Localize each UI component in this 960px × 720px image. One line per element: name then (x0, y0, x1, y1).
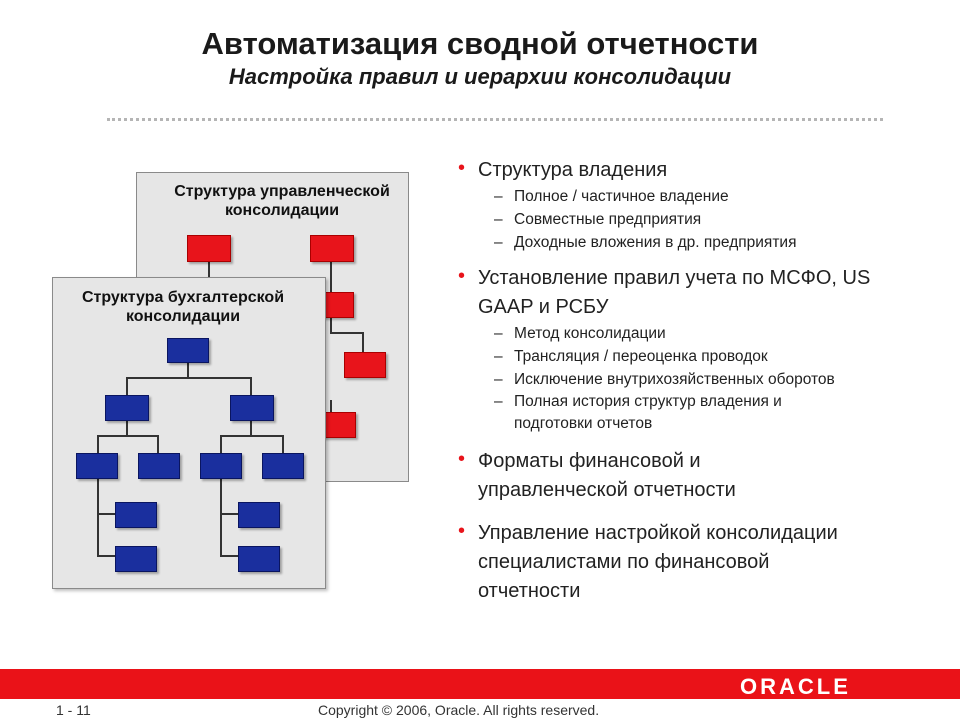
acct-connector (250, 419, 252, 435)
bullet-dot-icon: • (458, 448, 466, 470)
acct-connector (250, 377, 252, 395)
mgmt-entity-box (344, 352, 386, 378)
bullet-item (458, 156, 928, 185)
oracle-logo: ORACLE (740, 674, 851, 699)
sub-bullet-item: – Совместные предприятия (494, 211, 702, 228)
bullet-item (458, 447, 798, 505)
copyright-text: Copyright © 2006, Oracle. All rights reserved. (318, 702, 600, 718)
acct-connector (187, 361, 189, 377)
bullet-dot-icon: • (458, 520, 466, 542)
sub-bullet-text: Полная история структур владения и подготовки отчетов (514, 393, 782, 432)
sub-bullet-text: Доходные вложения в др. предприятия (514, 234, 797, 251)
sub-bullet-item: – Исключение внутрихозяйственных оборотов (494, 371, 835, 388)
bullet-list (458, 150, 928, 606)
acct-connector (97, 555, 115, 557)
bullet-text: Установление правил учета по МСФО, US GAAP и РСБУ (478, 267, 871, 318)
acct-connector (220, 513, 238, 515)
mgmt-connector (330, 332, 364, 334)
sub-bullet-item: – Доходные вложения в др. предприятия (494, 234, 797, 251)
acct-connector (97, 435, 159, 437)
mgmt-connector (362, 332, 364, 352)
acct-entity-box (76, 453, 118, 479)
bullet-text: Структура владения (478, 159, 668, 181)
title-divider (107, 118, 883, 121)
acct-entity-box (230, 395, 274, 421)
sub-bullet-item: – Полная история структур владения и подготовки отчетов (494, 393, 782, 432)
acct-connector (126, 419, 128, 435)
mgmt-entity-box (310, 235, 354, 262)
acct-connector (126, 377, 128, 395)
sub-bullet-text: Трансляция / переоценка проводок (514, 348, 768, 365)
bullet-text: Форматы финансовой и управленческой отчетности (478, 450, 736, 501)
bullet-dot-icon: • (458, 157, 466, 179)
acct-entity-box (138, 453, 180, 479)
slide-subtitle: Настройка правил и иерархии консолидации (228, 64, 732, 89)
bullet-dot-icon: • (458, 265, 466, 287)
sub-bullet-text: Совместные предприятия (514, 211, 702, 228)
acct-connector (97, 513, 115, 515)
mgmt-connector (330, 316, 332, 332)
acct-entity-box (115, 502, 157, 528)
mgmt-connector (330, 260, 332, 292)
sub-bullet-text: Полное / частичное владение (514, 188, 729, 205)
accounting-panel-title: Структура бухгалтерской консолидации (81, 289, 285, 325)
sub-bullet-item: – Метод консолидации (494, 325, 666, 342)
acct-connector (282, 435, 284, 453)
acct-entity-box (238, 502, 280, 528)
management-panel-title: Структура управленческой консолидации (174, 183, 390, 219)
acct-entity-box (200, 453, 242, 479)
sub-bullet-text: Исключение внутрихозяйственных оборотов (514, 371, 835, 388)
acct-connector (220, 555, 238, 557)
slide-title: Автоматизация сводной отчетности (201, 26, 759, 61)
bullet-text: Управление настройкой консолидации специалистами по финансовой отчетности (478, 522, 838, 602)
acct-entity-box (262, 453, 304, 479)
acct-entity-box (238, 546, 280, 572)
page-number: 1 - 11 (56, 702, 91, 718)
sub-bullet-text: Метод консолидации (514, 325, 666, 342)
bullet-item (458, 264, 928, 322)
mgmt-entity-box (187, 235, 231, 262)
acct-entity-box (167, 338, 209, 363)
acct-connector (220, 435, 284, 437)
acct-connector (157, 435, 159, 453)
acct-entity-box (105, 395, 149, 421)
bullet-item (458, 519, 858, 606)
acct-connector (126, 377, 252, 379)
acct-entity-box (115, 546, 157, 572)
sub-bullet-item: – Трансляция / переоценка проводок (494, 348, 768, 365)
sub-bullet-item: – Полное / частичное владение (494, 188, 729, 205)
